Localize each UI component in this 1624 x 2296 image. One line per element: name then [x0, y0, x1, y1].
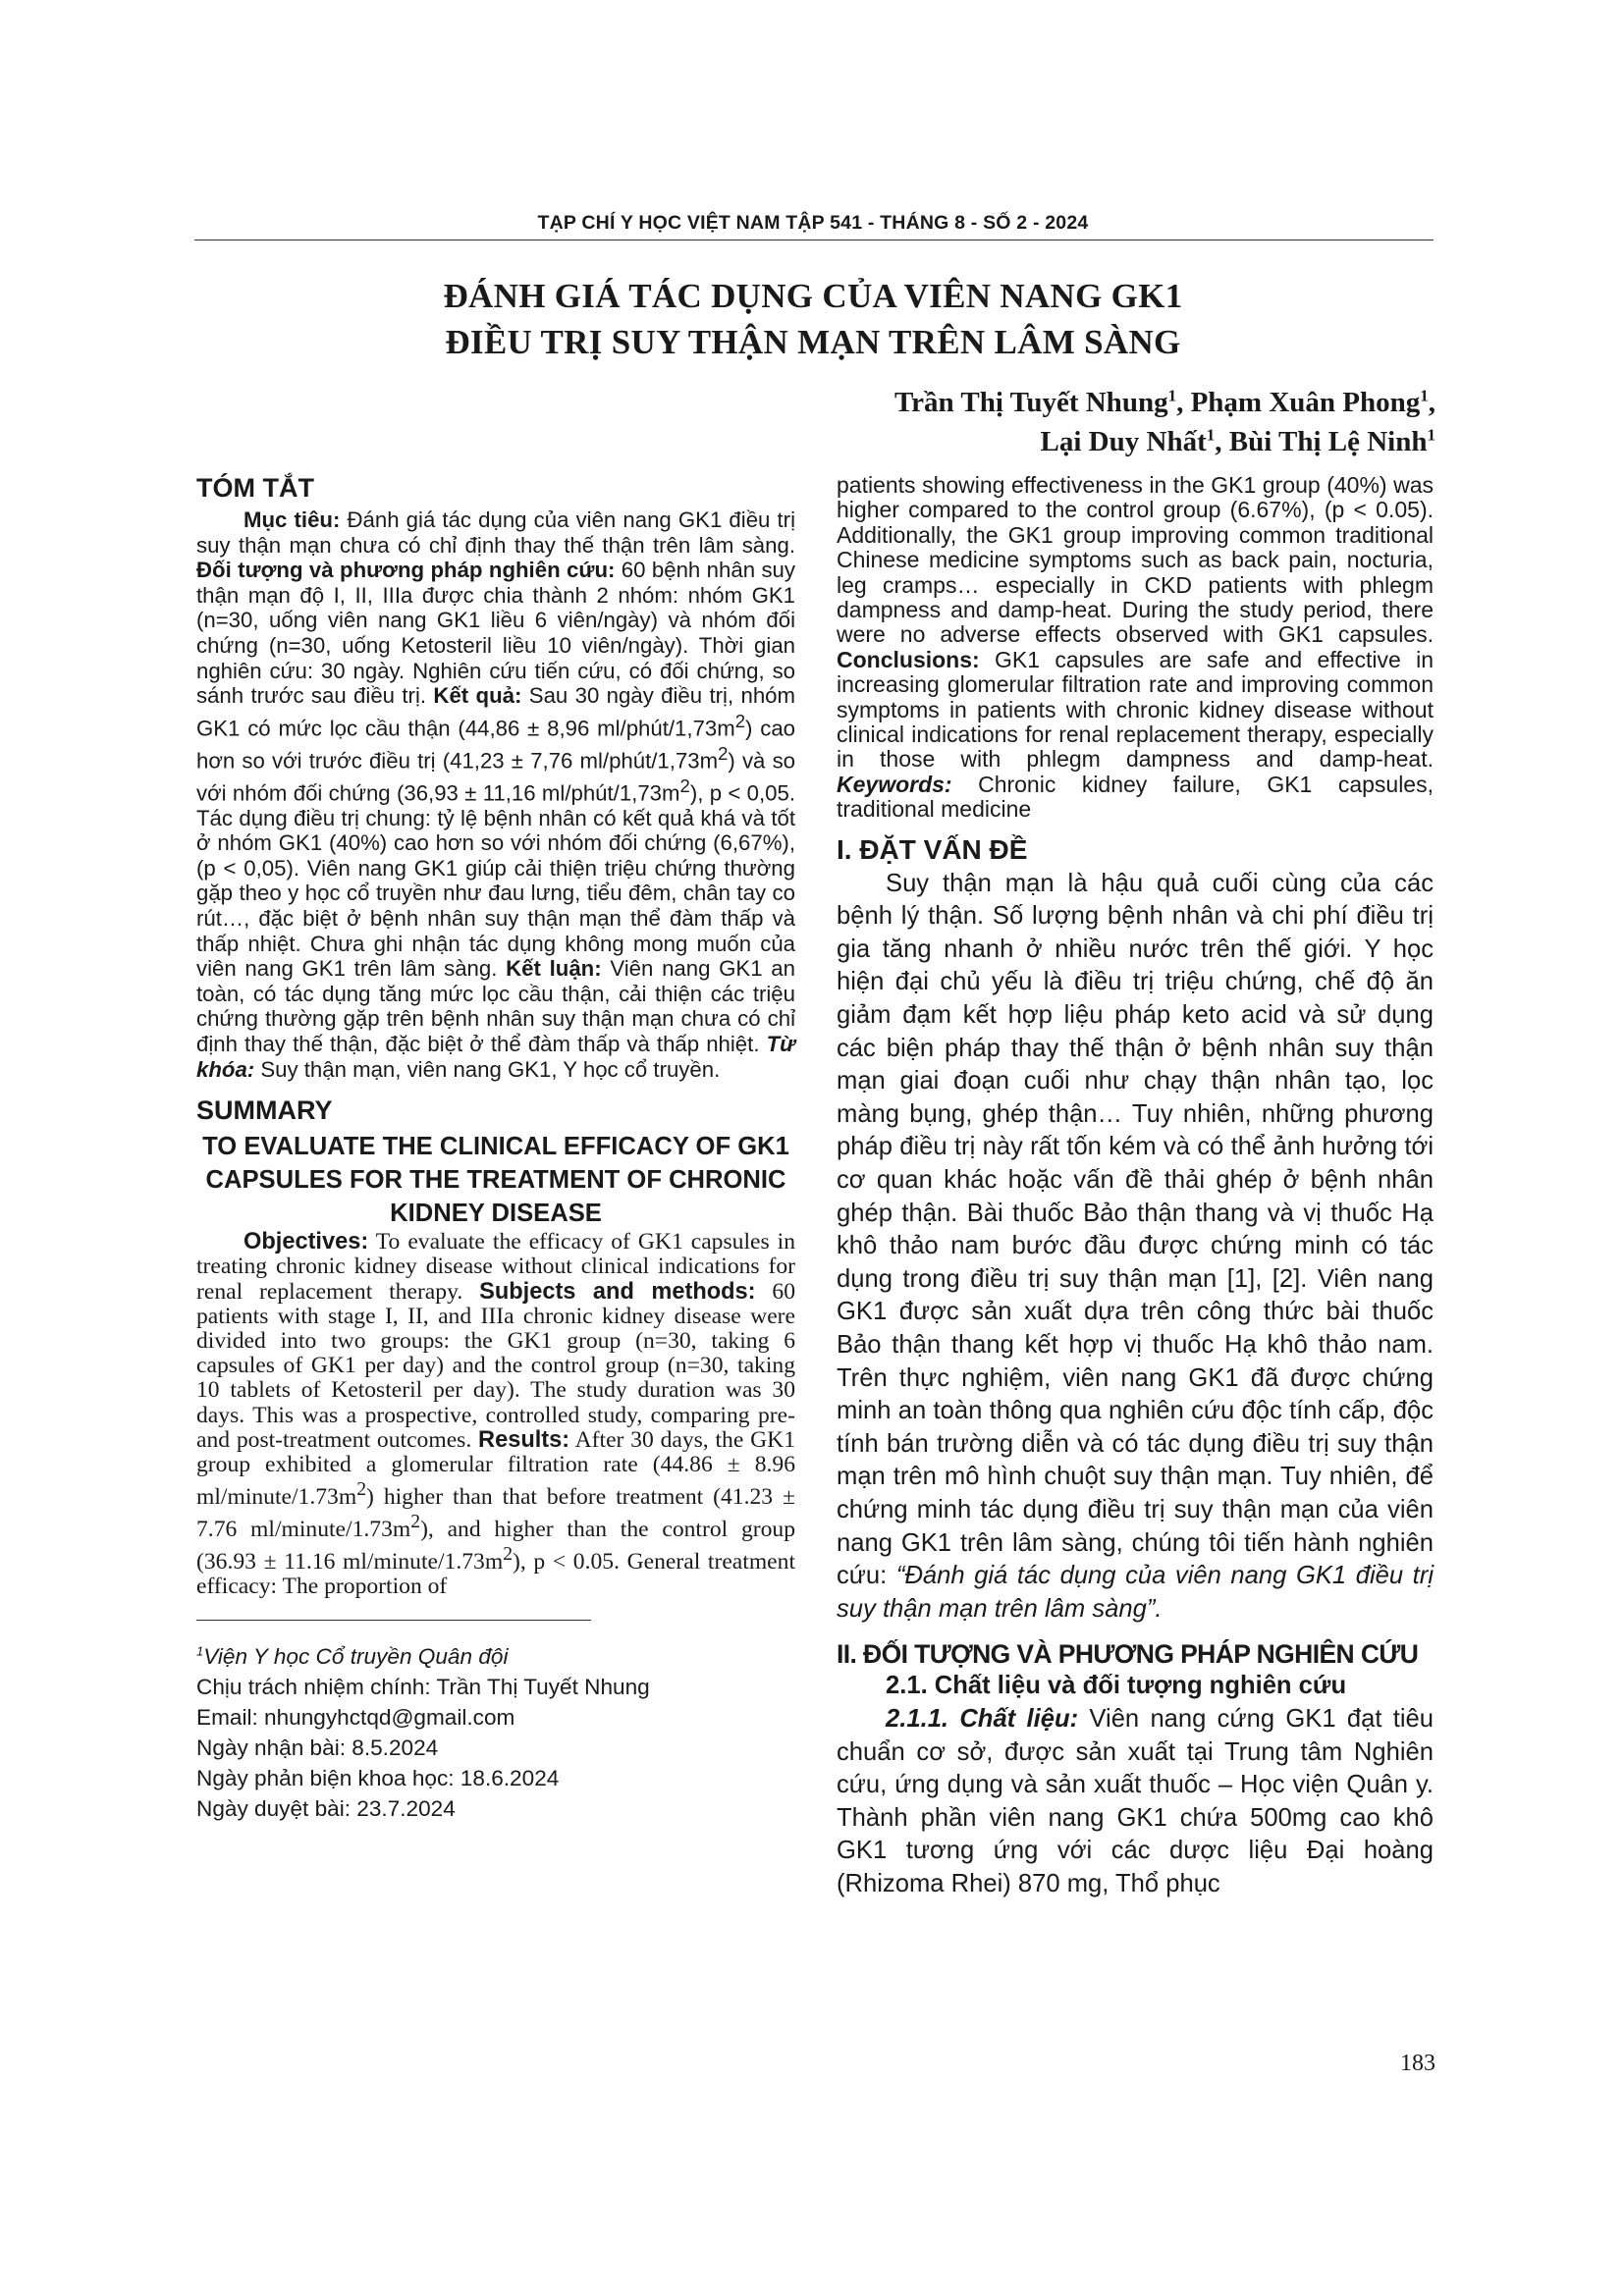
conclusions-text-en: GK1 capsules are safe and effective in increasing glomerular filtration rate and improving common symptoms in patients with chronic kidney disease without clinical indications for renal replacement therapy, especially in those with phlegm dampness and damp-heat.	[837, 646, 1434, 773]
section-2-heading: II. ĐỐI TƯỢNG VÀ PHƯƠNG PHÁP NGHIÊN CỨU	[837, 1639, 1419, 1670]
footnotes	[196, 1636, 795, 1825]
abstract-vietnamese	[196, 507, 795, 1082]
results-text-en: After 30 days, the GK1 group exhibited a glomerular filtration rate (44.86 ± 8.96 ml/minute/1.73m	[196, 1426, 795, 1511]
author-separator: ,	[1215, 426, 1229, 457]
results-text-en: ), p < 0.05. General treatment efficacy: The proportion of	[196, 1549, 796, 1600]
running-head: TẠP CHÍ Y HỌC VIỆT NAM TẬP 541 - THÁNG 8 - SỐ 2 - 2024	[537, 212, 1089, 234]
author-name: Phạm Xuân Phong	[1190, 387, 1421, 418]
page-number: 183	[1400, 2051, 1435, 2076]
subsection-2-1-title: 2.1. Chất liệu và đối tượng nghiên cứu	[886, 1672, 1347, 1700]
section-2-text: Viên nang cứng GK1 đạt tiêu chuẩn cơ sở, được sản xuất tại Trung tâm Nghiên cứu, ứng dụng và sản xuất thuốc – Học viện Quân y. Thành phần viên nang GK1 chứa 500mg cao khô GK1 tương ứng với các dược liệu Đại hoàng (Rhizoma Rhei) 870 mg, Thổ phục	[837, 1704, 1434, 1897]
article-title-line-1: ĐÁNH GIÁ TÁC DỤNG CỦA VIÊN NANG GK1	[443, 277, 1183, 315]
author-name: Bùi Thị Lệ Ninh	[1228, 426, 1428, 457]
footnote-received: Ngày nhận bài: 8.5.2024	[196, 1735, 439, 1761]
author-affiliation-mark: 1	[1206, 425, 1216, 445]
methods-label-en: Subjects and methods:	[479, 1278, 756, 1305]
keywords-label: Từ khóa:	[196, 1032, 795, 1082]
results-text: ) cao hơn so với trước điều trị (41,23 ± 7,76 ml/phút/1,73m	[196, 716, 796, 774]
footnote-email: Email: nhungyhctqd@gmail.com	[196, 1705, 515, 1731]
summary-heading: SUMMARY	[196, 1095, 333, 1126]
results-text-en: ), and higher than the control group (36.93 ± 11.16 ml/minute/1.73m	[196, 1517, 795, 1575]
affiliation-text: Viện Y học Cổ truyền Quân đội	[203, 1644, 509, 1670]
results-text: ) và so với nhóm đối chứng (36,93 ± 11,16 ml/phút/1,73m	[196, 748, 795, 806]
footnote-reviewed: Ngày phản biện khoa học: 18.6.2024	[196, 1766, 560, 1791]
objective-label: Mục tiêu:	[244, 507, 341, 532]
objectives-text: To evaluate the efficacy of GK1 capsules in treating chronic kidney disease without clinical indications for renal replacement therapy.	[196, 1229, 795, 1305]
results-label: Kết quả:	[433, 683, 522, 709]
author-affiliation-mark: 1	[1427, 425, 1435, 445]
footnote-rule	[196, 1620, 591, 1621]
authors-line-1	[894, 383, 1435, 422]
superscript: 2	[503, 1543, 514, 1566]
author-name: Lại Duy Nhất	[1040, 426, 1207, 457]
author-affiliation-mark: 1	[1167, 386, 1177, 405]
superscript: 2	[679, 774, 690, 796]
affiliation-mark: 1	[196, 1643, 204, 1659]
section-1-body	[837, 868, 1434, 1627]
results-label-en: Results:	[478, 1426, 570, 1453]
superscript: 2	[734, 710, 746, 731]
superscript: 2	[356, 1478, 367, 1501]
results-text-en: ) higher than that before treatment (41.23 ± 7.76 ml/minute/1.73m	[196, 1484, 795, 1543]
author-name: Trần Thị Tuyết Nhung	[893, 387, 1168, 418]
subsection-2-1-heading	[837, 1670, 1434, 1703]
summary-continued	[837, 473, 1434, 823]
summary-continued-text: patients showing effectiveness in the GK1 group (40%) was higher compared to the control group (6.67%), (p < 0.05). Additionally, the GK1 group improving common traditional Chinese medicine symptoms such as back pain, nocturia, leg cramps… especially in CKD patients with phlegm dampness and damp-heat. During the study period, there were no adverse effects observed with GK1 capsules.	[837, 472, 1434, 648]
study-title-quote: “Đánh giá tác dụng của viên nang GK1 điều trị suy thận mạn trên lâm sàng”.	[837, 1562, 1435, 1623]
objectives-label: Objectives:	[244, 1229, 369, 1255]
objective-text: Đánh giá tác dụng của viên nang GK1 điều trị suy thận mạn chưa có chỉ định thay thế thận trên lâm sàng.	[196, 507, 796, 558]
conclusions-label-en: Conclusions:	[837, 646, 980, 672]
conclusion-label: Kết luận:	[506, 956, 602, 982]
results-text: Sau 30 ngày điều trị, nhóm GK1 có mức lọc cầu thận (44,86 ± 8,96 ml/phút/1,73m	[196, 683, 796, 741]
methods-text: 60 bệnh nhân suy thận mạn độ I, II, IIIa được chia thành 2 nhóm: nhóm GK1 (n=30, uống viên nang GK1 liều 6 viên/ngày) và nhóm đối chứng (n=30, uống Ketosteril liều 10 viên/ngày). Thời gian nghiên cứu: 30 ngày. Nghiên cứu tiến cứu, có đối chứng, so sánh trước sau điều trị.	[196, 558, 795, 709]
article-title-line-2: ĐIỀU TRỊ SUY THẬN MẠN TRÊN LÂM SÀNG	[445, 323, 1181, 361]
abstract-heading: TÓM TẮT	[196, 473, 314, 503]
author-separator: ,	[1176, 387, 1191, 418]
abstract-english	[196, 1230, 795, 1599]
right-column	[837, 473, 1434, 1901]
results-text: ), p < 0,05. Tác dụng điều trị chung: tỷ lệ bệnh nhân có kết quả khá và tốt ở nhóm GK1 (40%) cao hơn so với nhóm đối chứng (6,67%), (p < 0,05). Viên nang GK1 giúp cải thiện triệu chứng thường gặp theo y học cổ truyền như đau lưng, tiểu đêm, chân tay co rút…, đặc biệt ở bệnh nhân suy thận mạn thể đàm thấp và thấp nhiệt. Chưa ghi nhận tác dụng không mong muốn của viên nang GK1 trên lâm sàng.	[196, 780, 795, 982]
section-1-text: Suy thận mạn là hậu quả cuối cùng của các bệnh lý thận. Số lượng bệnh nhân và chi phí điều trị gia tăng nhanh ở nhiều nước trên thế giới. Y học hiện đại chủ yếu là điều trị triệu chứng, chế độ ăn giảm đạm kết hợp liệu pháp keto acid và sử dụng các biện pháp thay thế thận ở bệnh nhân suy thận mạn giai đoạn cuối như chạy thận nhân tạo, lọc màng bụng, ghép thận… Tuy nhiên, những phương pháp điều trị này rất tốn kém và có thể ảnh hưởng tới cơ quan khác hoặc vấn đề thải ghép ở bệnh nhân ghép thận. Bài thuốc Bảo thận thang và vị thuốc Hạ khô thảo nam bước đầu được chứng minh có tác dụng trong điều trị suy thận mạn [1], [2]. Viên nang GK1 được sản xuất dựa trên công thức bài thuốc Bảo thận thang kết hợp vị thuốc Hạ khô thảo nam. Trên thực nghiệm, viên nang GK1 đã được chứng minh an toàn thông qua nghiên cứu độc tính cấp, độc tính bán trường diễn và có tác dụng điều trị suy thận mạn trên mô hình chuột suy thận mạn. Tuy nhiên, để chứng minh tác dụng điều trị suy thận mạn của viên nang GK1 trên lâm sàng, chúng tôi tiến hành nghiên cứu:	[837, 869, 1434, 1590]
subsection-2-1-1-label: 2.1.1. Chất liệu:	[886, 1704, 1079, 1733]
keywords-text: Suy thận mạn, viên nang GK1, Y học cổ truyền.	[254, 1056, 721, 1082]
methods-text-en: 60 patients with stage I, II, and IIIa chronic kidney disease were divided into two groups: the GK1 group (n=30, taking 6 capsules of GK1 per day) and the control group (n=30, taking 10 tablets of Ketosteril per day). The study duration was 30 days. This was a prospective, controlled study, comparing pre- and post-treatment outcomes.	[196, 1278, 795, 1453]
section-1-heading: I. ĐẶT VẤN ĐỀ	[837, 833, 1028, 865]
conclusion-text: Viên nang GK1 an toàn, có tác dụng tăng mức lọc cầu thận, cải thiện các triệu chứng thường gặp trên bệnh nhân suy thận mạn chưa có chỉ định thay thế thận, đặc biệt ở thể đàm thấp và thấp nhiệt.	[196, 956, 795, 1057]
author-separator: ,	[1428, 387, 1435, 418]
keywords-text-en: Chronic kidney failure, GK1 capsules, traditional medicine	[837, 771, 1434, 823]
summary-title: TO EVALUATE THE CLINICAL EFFICACY OF GK1 CAPSULES FOR THE TREATMENT OF CHRONIC KIDNEY DISEASE	[202, 1133, 789, 1228]
superscript: 2	[718, 742, 729, 764]
left-column	[196, 473, 795, 1824]
author-affiliation-mark: 1	[1420, 386, 1429, 405]
footnote-affiliation	[196, 1636, 795, 1673]
methods-label: Đối tượng và phương pháp nghiên cứu:	[196, 558, 616, 583]
footnote-corresponding: Chịu trách nhiệm chính: Trần Thị Tuyết Nhung	[196, 1675, 650, 1700]
footnote-accepted: Ngày duyệt bài: 23.7.2024	[196, 1796, 456, 1822]
keywords-label-en: Keywords:	[837, 771, 952, 797]
authors-line-2	[1041, 422, 1435, 461]
section-2-body	[837, 1703, 1434, 1901]
superscript: 2	[410, 1511, 421, 1533]
